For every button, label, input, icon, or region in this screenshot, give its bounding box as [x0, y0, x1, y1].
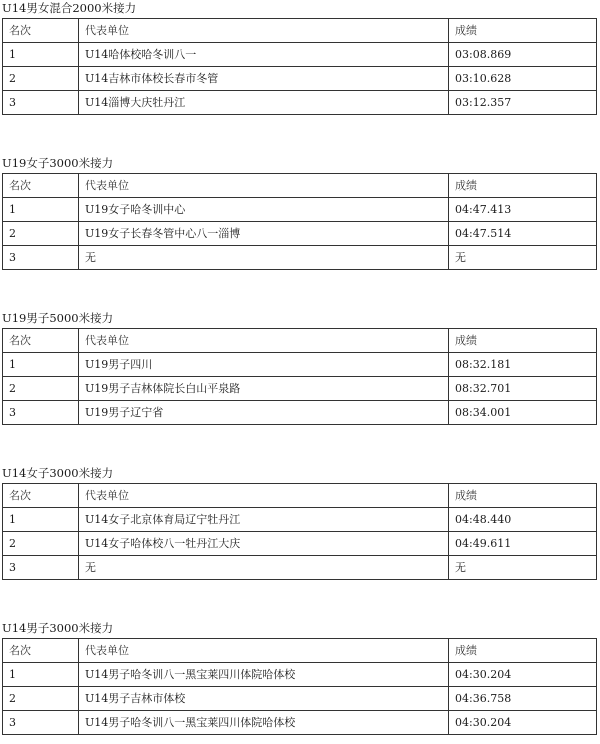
results-table — [2, 483, 597, 580]
unit-cell: U14男子哈冬训八一黑宝莱四川体院哈体校 — [79, 711, 449, 735]
rank-cell: 1 — [3, 663, 79, 687]
header-time: 成绩 — [449, 484, 597, 508]
rank-cell: 2 — [3, 377, 79, 401]
rank-cell: 3 — [3, 246, 79, 270]
unit-cell: U14女子哈体校八一牡丹江大庆 — [79, 532, 449, 556]
time-cell: 04:47.514 — [449, 222, 597, 246]
time-cell: 03:12.357 — [449, 91, 597, 115]
unit-cell: 无 — [79, 556, 449, 580]
table-row — [3, 687, 597, 711]
result-section-u19-women-3000m — [2, 155, 596, 270]
time-cell: 04:30.204 — [449, 711, 597, 735]
rank-cell: 1 — [3, 198, 79, 222]
time-cell: 04:47.413 — [449, 198, 597, 222]
result-section-u14-men-3000m — [2, 620, 596, 735]
rank-cell: 3 — [3, 556, 79, 580]
unit-cell: U14哈体校哈冬训八一 — [79, 43, 449, 67]
result-section-u14-women-3000m — [2, 465, 596, 580]
time-cell: 04:49.611 — [449, 532, 597, 556]
table-row — [3, 246, 597, 270]
header-time: 成绩 — [449, 639, 597, 663]
unit-cell: U19男子辽宁省 — [79, 401, 449, 425]
table-header-row — [3, 19, 597, 43]
rank-cell: 3 — [3, 401, 79, 425]
header-unit: 代表单位 — [79, 639, 449, 663]
result-section-u14-mixed-2000m — [2, 0, 596, 115]
results-table — [2, 173, 597, 270]
time-cell: 08:32.181 — [449, 353, 597, 377]
rank-cell: 3 — [3, 91, 79, 115]
results-table — [2, 18, 597, 115]
unit-cell: U14淄博大庆牡丹江 — [79, 91, 449, 115]
time-cell: 无 — [449, 246, 597, 270]
unit-cell: U14吉林市体校长春市冬管 — [79, 67, 449, 91]
time-cell: 03:08.869 — [449, 43, 597, 67]
time-cell: 08:34.001 — [449, 401, 597, 425]
header-time: 成绩 — [449, 329, 597, 353]
header-time: 成绩 — [449, 174, 597, 198]
table-row — [3, 711, 597, 735]
section-title: U14男子3000米接力 — [2, 621, 114, 635]
table-header-row — [3, 484, 597, 508]
unit-cell: 无 — [79, 246, 449, 270]
table-row — [3, 67, 597, 91]
table-row — [3, 91, 597, 115]
unit-cell: U19女子长春冬管中心八一淄博 — [79, 222, 449, 246]
unit-cell: U19女子哈冬训中心 — [79, 198, 449, 222]
section-title: U19男子5000米接力 — [2, 311, 114, 325]
rank-cell: 3 — [3, 711, 79, 735]
time-cell: 04:36.758 — [449, 687, 597, 711]
table-row — [3, 663, 597, 687]
results-table — [2, 328, 597, 425]
unit-cell: U14男子吉林市体校 — [79, 687, 449, 711]
time-cell: 04:30.204 — [449, 663, 597, 687]
table-header-row — [3, 639, 597, 663]
table-row — [3, 508, 597, 532]
table-row — [3, 222, 597, 246]
table-header-row — [3, 174, 597, 198]
section-title: U19女子3000米接力 — [2, 156, 114, 170]
rank-cell: 2 — [3, 222, 79, 246]
table-row — [3, 377, 597, 401]
result-section-u19-men-5000m — [2, 310, 596, 425]
header-rank: 名次 — [3, 174, 79, 198]
results-table — [2, 638, 597, 735]
rank-cell: 2 — [3, 532, 79, 556]
unit-cell: U19男子四川 — [79, 353, 449, 377]
table-header-row — [3, 329, 597, 353]
table-row — [3, 198, 597, 222]
rank-cell: 1 — [3, 43, 79, 67]
time-cell: 08:32.701 — [449, 377, 597, 401]
time-cell: 无 — [449, 556, 597, 580]
unit-cell: U14男子哈冬训八一黑宝莱四川体院哈体校 — [79, 663, 449, 687]
table-row — [3, 532, 597, 556]
section-title: U14男女混合2000米接力 — [2, 1, 137, 15]
table-row — [3, 353, 597, 377]
time-cell: 03:10.628 — [449, 67, 597, 91]
rank-cell: 1 — [3, 353, 79, 377]
header-unit: 代表单位 — [79, 484, 449, 508]
table-row — [3, 43, 597, 67]
header-rank: 名次 — [3, 329, 79, 353]
table-row — [3, 556, 597, 580]
header-unit: 代表单位 — [79, 174, 449, 198]
rank-cell: 1 — [3, 508, 79, 532]
header-unit: 代表单位 — [79, 329, 449, 353]
unit-cell: U19男子吉林体院长白山平泉路 — [79, 377, 449, 401]
section-title: U14女子3000米接力 — [2, 466, 114, 480]
header-rank: 名次 — [3, 19, 79, 43]
unit-cell: U14女子北京体育局辽宁牡丹江 — [79, 508, 449, 532]
rank-cell: 2 — [3, 67, 79, 91]
rank-cell: 2 — [3, 687, 79, 711]
header-rank: 名次 — [3, 639, 79, 663]
table-row — [3, 401, 597, 425]
time-cell: 04:48.440 — [449, 508, 597, 532]
header-rank: 名次 — [3, 484, 79, 508]
header-time: 成绩 — [449, 19, 597, 43]
header-unit: 代表单位 — [79, 19, 449, 43]
